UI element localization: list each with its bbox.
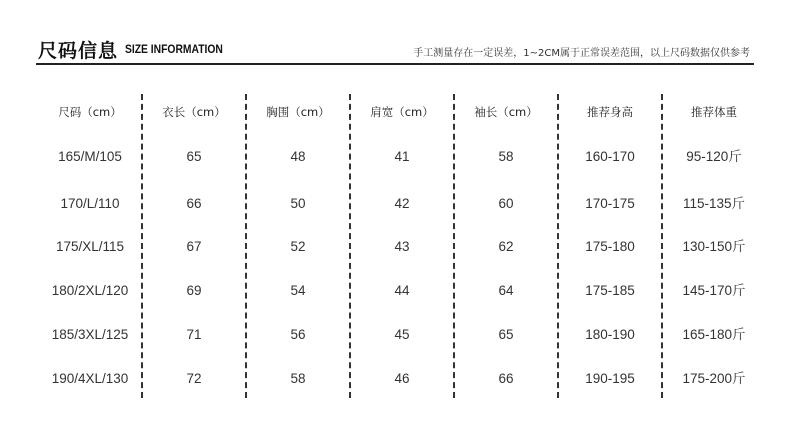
table-cell: 175/XL/115 bbox=[55, 239, 125, 254]
table-cell: 56 bbox=[290, 327, 306, 342]
table-cell: 175-185 bbox=[585, 283, 635, 298]
column-header: 袖长（cm） bbox=[474, 105, 538, 119]
table-cell: 160-170 bbox=[585, 149, 635, 164]
table-cell: 62 bbox=[498, 239, 514, 254]
title-cn: 尺码信息 bbox=[38, 40, 119, 62]
table-cell: 71 bbox=[186, 327, 202, 342]
table-column bbox=[558, 94, 662, 404]
table-cell: 170-175 bbox=[585, 196, 635, 211]
table-cell: 64 bbox=[498, 283, 514, 298]
table-cell: 180-190 bbox=[585, 327, 635, 342]
table-cell: 145-170斤 bbox=[682, 283, 746, 298]
table-cell: 60 bbox=[498, 196, 514, 211]
table-cell: 130-150斤 bbox=[682, 239, 746, 254]
table-cell: 180/2XL/120 bbox=[51, 283, 129, 298]
table-cell: 69 bbox=[186, 283, 202, 298]
table-column bbox=[454, 94, 558, 404]
table-cell: 41 bbox=[394, 149, 410, 164]
header bbox=[0, 0, 790, 70]
table-cell: 58 bbox=[498, 149, 514, 164]
table-cell: 65 bbox=[186, 149, 202, 164]
table-cell: 115-135斤 bbox=[682, 196, 746, 211]
table-column bbox=[350, 94, 454, 404]
table-cell: 165/M/105 bbox=[58, 149, 122, 164]
table-cell: 44 bbox=[394, 283, 410, 298]
table-cell: 50 bbox=[290, 196, 306, 211]
table-cell: 175-180 bbox=[585, 239, 635, 254]
table-cell: 43 bbox=[394, 239, 410, 254]
size-table bbox=[38, 94, 758, 404]
column-header: 肩宽（cm） bbox=[370, 105, 434, 119]
header-rule bbox=[36, 63, 754, 65]
table-cell: 190-195 bbox=[585, 371, 635, 386]
table-cell: 95-120斤 bbox=[686, 149, 742, 164]
table-cell: 42 bbox=[394, 196, 410, 211]
column-header: 尺码（cm） bbox=[58, 105, 122, 119]
table-cell: 175-200斤 bbox=[682, 371, 746, 386]
table-column bbox=[142, 94, 246, 404]
column-header: 推荐体重 bbox=[691, 105, 737, 119]
table-cell: 170/L/110 bbox=[60, 196, 120, 211]
table-cell: 54 bbox=[290, 283, 306, 298]
column-header: 推荐身高 bbox=[587, 105, 633, 119]
title-en: SIZE INFORMATION bbox=[125, 42, 223, 56]
table-column bbox=[662, 94, 766, 404]
table-cell: 165-180斤 bbox=[682, 327, 746, 342]
table-cell: 72 bbox=[186, 371, 202, 386]
table-cell: 65 bbox=[498, 327, 514, 342]
table-cell: 66 bbox=[498, 371, 514, 386]
table-cell: 58 bbox=[290, 371, 306, 386]
table-cell: 46 bbox=[394, 371, 410, 386]
table-cell: 185/3XL/125 bbox=[51, 327, 129, 342]
table-cell: 45 bbox=[394, 327, 410, 342]
table-column bbox=[38, 94, 142, 404]
column-header: 衣长（cm） bbox=[162, 105, 226, 119]
table-cell: 67 bbox=[186, 239, 202, 254]
table-cell: 48 bbox=[290, 149, 306, 164]
column-header: 胸围（cm） bbox=[266, 105, 330, 119]
table-cell: 66 bbox=[186, 196, 202, 211]
table-cell: 190/4XL/130 bbox=[51, 371, 129, 386]
table-column bbox=[246, 94, 350, 404]
measurement-note: 手工测量存在一定误差，1~2CM属于正常误差范围，以上尺码数据仅供参考 bbox=[413, 48, 750, 59]
table-cell: 52 bbox=[290, 239, 306, 254]
